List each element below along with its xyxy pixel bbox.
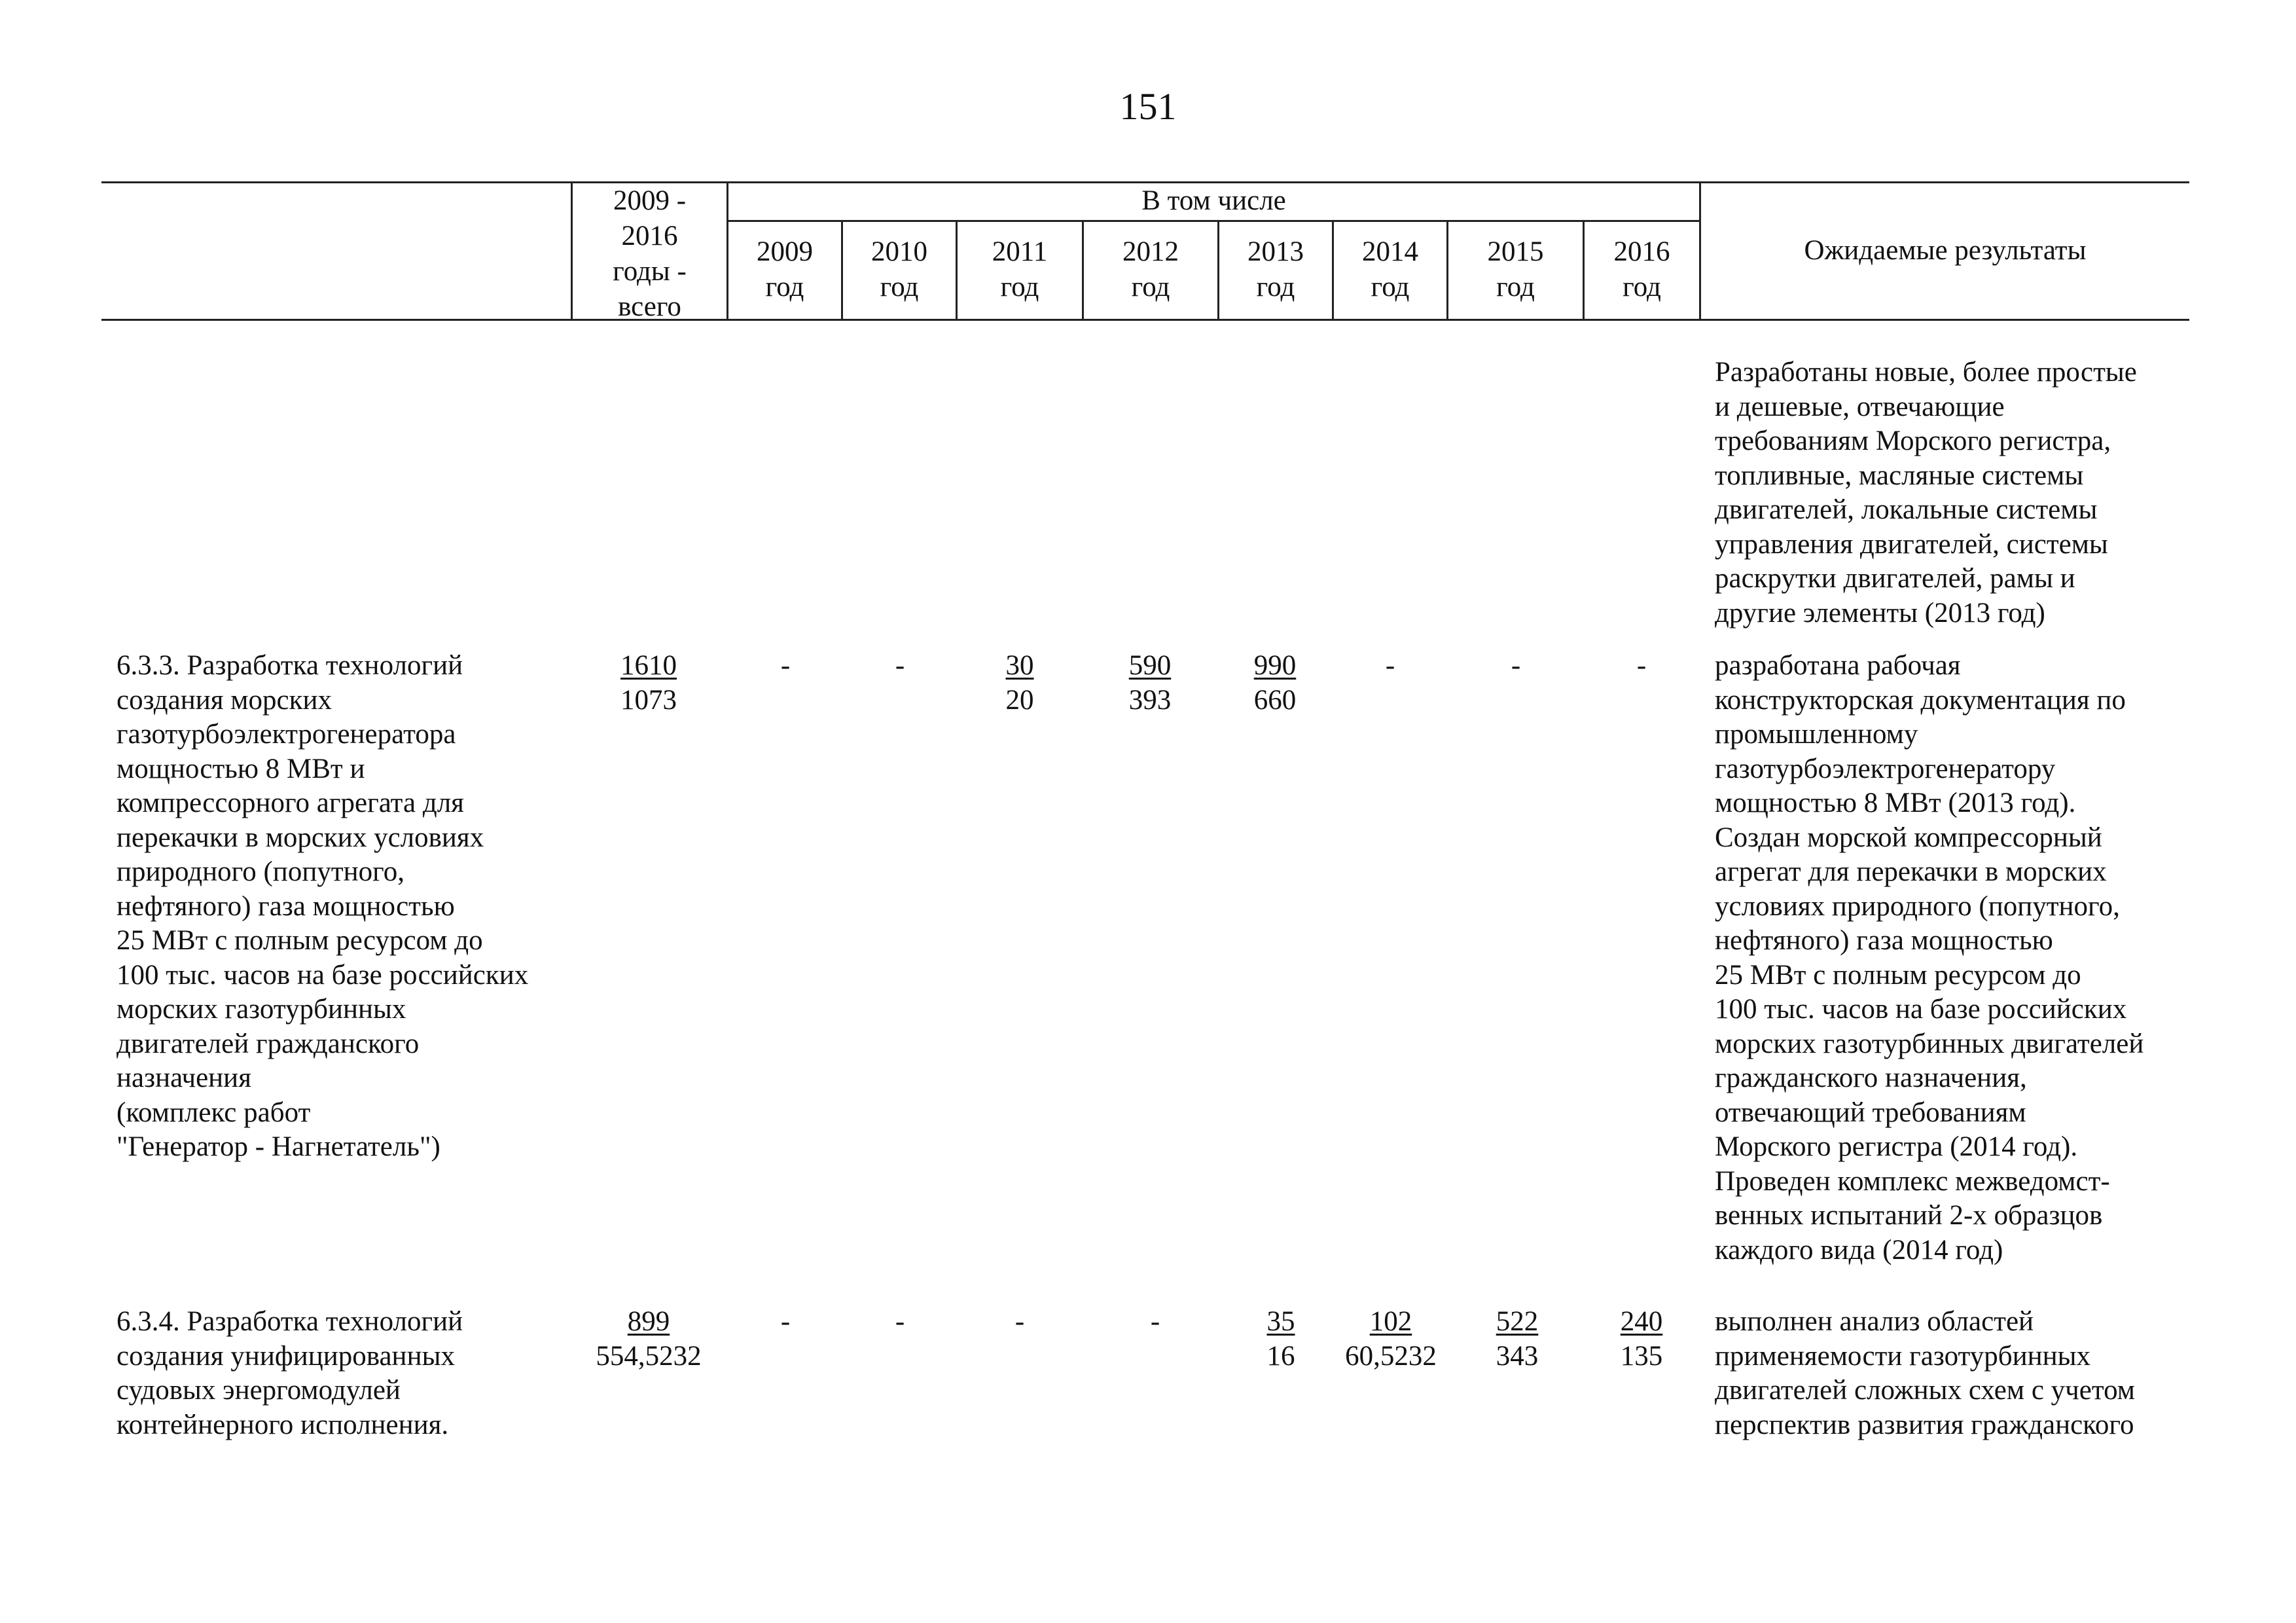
row-6-3-3-name: 6.3.3. Разработка технологий создания морских газотурбоэлектрогенератора мощностью 8 МВт и компрессорного агрегата для перекачки в морских условиях природного (попутного, нефтяного) газа мощностью 25 МВт с полным ресурсом до 100 тыс. часов на базе российских морских газотурбинных двигателей гражданского назначения (комплекс работ "Генератор - Нагнетатель")	[117, 650, 529, 1162]
header-year-unit: год	[765, 272, 804, 302]
header-year: 2011	[992, 236, 1048, 267]
header-year-unit: год	[1496, 272, 1535, 302]
year-top-value: 990	[1253, 650, 1297, 681]
header-year-2011	[958, 234, 1082, 305]
header-year: 2012	[1122, 236, 1179, 267]
row-6-3-4-year-2016	[1586, 1305, 1697, 1374]
header-total-line: годы -	[613, 256, 687, 287]
header-year-unit: год	[1256, 272, 1295, 302]
total-top-value: 1610	[620, 650, 677, 681]
year-bottom-value: 60,5232	[1345, 1340, 1437, 1372]
header-total-line: всего	[618, 291, 681, 322]
year-bottom-value: 135	[1620, 1340, 1663, 1372]
row-6-3-3-year-2013	[1219, 649, 1331, 718]
header-year-2014	[1334, 234, 1446, 305]
header-year: 2015	[1487, 236, 1544, 267]
header-year-2009	[728, 234, 841, 305]
year-top-value: 102	[1369, 1306, 1412, 1337]
row-6-3-3-year-2010: -	[895, 650, 905, 681]
year-bottom-value: 20	[1005, 684, 1034, 716]
header-year-unit: год	[1000, 272, 1039, 302]
header-results-label: Ожидаемые результаты	[1804, 235, 2087, 266]
row-6-3-4-year-2013	[1225, 1305, 1336, 1374]
row-6-3-4-year-2009: -	[780, 1306, 791, 1337]
year-top-value: 30	[1005, 650, 1034, 681]
year-group-rule	[726, 220, 1700, 222]
header-year: 2010	[871, 236, 927, 267]
header-year: 2013	[1247, 236, 1304, 267]
header-year-2013	[1219, 234, 1332, 305]
row-6-3-4-name: 6.3.4. Разработка технологий создания унифицированных судовых энергомодулей контейнерного исполнения.	[117, 1306, 463, 1440]
header-year: 2014	[1362, 236, 1418, 267]
year-bottom-value: 660	[1253, 684, 1297, 716]
header-year-unit: год	[1623, 272, 1661, 302]
row-6-3-3-year-2014: -	[1385, 650, 1395, 681]
continuation-result-text: Разработаны новые, более простые и дешевые, отвечающие требованиям Морского регистра, топливные, масляные системы двигателей, локальные системы управления двигателей, системы раскрутки двигателей, рамы и другие элементы (2013 год)	[1715, 357, 2137, 629]
row-6-3-3-year-2011	[964, 649, 1075, 718]
row-6-3-4-result: выполнен анализ областей применяемости газотурбинных двигателей сложных схем с учетом перспектив развития гражданского	[1715, 1306, 2135, 1440]
header-total-line: 2016	[621, 221, 678, 251]
header-year-unit: год	[1371, 272, 1410, 302]
row-6-3-4-year-2011: -	[1014, 1306, 1025, 1337]
header-total-column	[573, 183, 726, 325]
header-year-2012	[1084, 234, 1217, 305]
year-bottom-value: 343	[1496, 1340, 1539, 1372]
header-year-unit: год	[1131, 272, 1170, 302]
row-6-3-3-year-2012	[1094, 649, 1206, 718]
row-6-3-3-total	[593, 649, 704, 718]
year-top-value: 522	[1496, 1306, 1539, 1337]
year-bottom-value: 393	[1128, 684, 1172, 716]
header-year-2015	[1448, 234, 1583, 305]
header-year: 2009	[757, 236, 813, 267]
total-bottom-value: 554,5232	[596, 1340, 702, 1372]
year-top-value: 240	[1620, 1306, 1663, 1337]
page-number: 151	[1119, 85, 1177, 128]
row-6-3-4-year-2014	[1335, 1305, 1446, 1374]
row-6-3-3-year-2016: -	[1636, 650, 1647, 681]
year-top-value: 35	[1266, 1306, 1295, 1337]
row-6-3-4-year-2015	[1462, 1305, 1573, 1374]
header-year-unit: год	[880, 272, 919, 302]
row-6-3-3-result: разработана рабочая конструкторская документация по промышленному газотурбоэлектрогенератору мощностью 8 МВт (2013 год). Создан морской компрессорный агрегат для перекачки в морских условиях природного (попутного, нефтяного) газа мощностью 25 МВт с полным ресурсом до 100 тыс. часов на базе российских морских газотурбинных двигателей гражданского назначения, отвечающий требованиям Морского регистра (2014 год). Проведен комплекс межведомст- венных испытаний 2-х образцов каждого вида (2014 год)	[1715, 650, 2144, 1266]
year-bottom-value: 16	[1266, 1340, 1295, 1372]
header-total-line: 2009 -	[613, 185, 687, 216]
header-bottom-rule	[101, 319, 2189, 321]
total-bottom-value: 1073	[620, 684, 677, 716]
row-6-3-3-year-2009: -	[780, 650, 791, 681]
header-group-label: В том числе	[1141, 185, 1286, 216]
row-6-3-4-year-2012: -	[1150, 1306, 1160, 1337]
header-year-2010	[843, 234, 956, 305]
header-year: 2016	[1613, 236, 1670, 267]
row-6-3-3-year-2015: -	[1511, 650, 1521, 681]
year-top-value: 590	[1128, 650, 1172, 681]
header-year-2016	[1585, 234, 1699, 305]
total-top-value: 899	[627, 1306, 670, 1337]
row-6-3-4-year-2010: -	[895, 1306, 905, 1337]
row-6-3-4-total	[593, 1305, 704, 1374]
